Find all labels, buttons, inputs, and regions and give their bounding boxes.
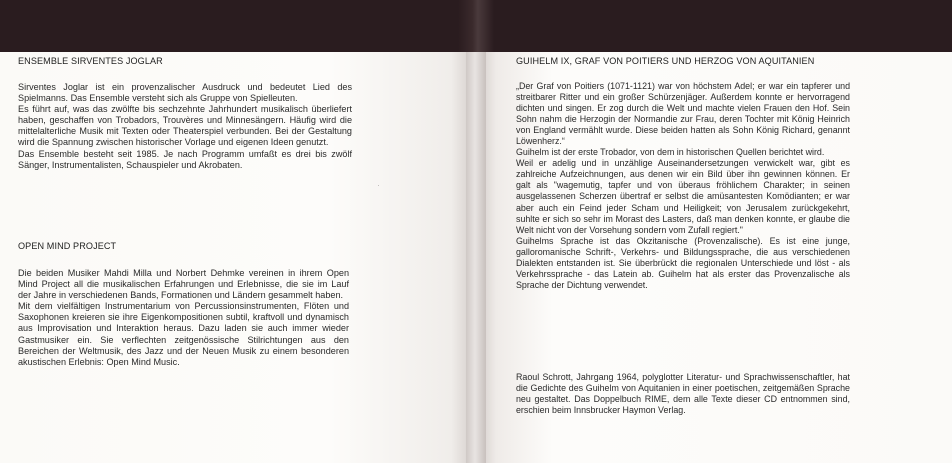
guihelm-heading: GUIHELM IX, GRAF VON POITIERS UND HERZOG VON AQUITANIEN (516, 56, 815, 66)
print-speck: · (377, 180, 380, 190)
open-mind-heading: OPEN MIND PROJECT (18, 241, 117, 251)
open-mind-paragraph: Die beiden Musiker Mahdi Milla und Norbert Dehmke vereinen in ihrem Open Mind Project all die musikalischen Erfahrungen und Erlebnisse, die sie im Lauf der Jahre in verschiedenen Bands, Formationen und Ländern gesammelt haben. (18, 268, 349, 301)
guihelm-paragraph: Weil er adelig und in unzählige Auseinandersetzungen verwickelt war, gibt es zahlreiche Aufzeichnungen, aus denen wir ein Bild über ihn gewinnen können. Er galt als "wagemutig, tapfer und von überaus fröhlichem Charakter; in seinen ausgelassenen Scherzen übertraf er selbst die amüsantesten Komödianten; er war aber auch ein Feind jeder Scham und Heiligkeit; von Jerusalem zurückgekehrt, suhlte er sich so sehr im Morast des Lasters, daß man denken konnte, er glaube die Welt nicht von der Vorsehung sondern vom Zufall regiert." (516, 158, 850, 235)
ensemble-paragraph: Es führt auf, was das zwölfte bis sechzehnte Jahrhundert musikalisch überliefert haben, geschaffen von Trobadors, Trouvères und Minnesängern. Häufig wird die mittelalterliche Musik mit Texten oder Theaterspiel verbunden. Bei der Gestaltung wird die Spannung zwischen historischer Vorlage und eigenen Ideen genutzt. (18, 104, 352, 148)
guihelm-paragraph: „Der Graf von Poitiers (1071-1121) war von höchstem Adel; er war ein tapferer und streitbarer Ritter und ein großer Schürzenjäger. Außerdem konnte er hervorragend dichten und singen. Er zog durch die Welt und machte vielen Frauen den Hof. Sein Sohn nahm die Herzogin der Normandie zur Frau, deren Tochter mit König Heinrich von England vermählt wurde. Diese beiden hatten als Sohn König Richard, genannt Löwenherz.“ (516, 81, 850, 147)
open-mind-paragraph: Mit dem vielfältigen Instrumentarium von Percussionsinstrumenten, Flöten und Saxophonen kreieren sie ihre Eigenkompositionen subtil, kraftvoll und dynamisch aus Improvisation und Interaktion heraus. Dazu laden sie auch immer wieder Gastmusiker ein. Sie verflechten zeitgenössische Stilrichtungen aus den Bereichen der Weltmusik, des Jazz und der Neuen Musik zu einem besonderen akustischen Erlebnis: Open Mind Music. (18, 301, 349, 367)
booklet-spine (466, 52, 486, 463)
guihelm-paragraph: Guihelm ist der erste Trobador, von dem in historischen Quellen berichtet wird. (516, 147, 825, 158)
guihelm-paragraph: Guihelms Sprache ist das Okzitanische (Provenzalische). Es ist eine junge, galloromanische Schrift-, Verkehrs- und Bildungssprache, die aus verschiedenen Dialekten entstanden ist. Sie überbrückt die regionalen Unterschiede und löst - als Verkehrssprache - das Latein ab. Guihelm hat als erster das Provenzalische als Sprache der Dichtung verwendet. (516, 235, 850, 290)
ensemble-paragraph: Sirventes Joglar ist ein provenzalischer Ausdruck und bedeutet Lied des Spielmanns. Das Ensemble versteht sich als Gruppe von Spielleuten. (18, 82, 352, 104)
credits-paragraph: Raoul Schrott, Jahrgang 1964, polyglotter Literatur- und Sprachwissenschaftler, hat die Gedichte des Guihelm von Aquitanien in einer poetischen, zeitgemäßen Sprache neu gestaltet. Das Doppelbuch RIME, dem alle Texte dieser CD entnommen sind, erschien beim Innsbrucker Haymon Verlag. (516, 372, 850, 416)
credits-text (516, 372, 850, 416)
dark-top-band (0, 0, 952, 52)
ensemble-paragraph: Das Ensemble besteht seit 1985. Je nach Programm umfaßt es drei bis zwölf Sänger, Instrumentalisten, Schauspieler und Akrobaten. (18, 148, 352, 170)
ensemble-text (18, 82, 352, 171)
band-gutter (458, 0, 494, 52)
ensemble-heading: ENSEMBLE SIRVENTES JOGLAR (18, 56, 163, 66)
guihelm-text (516, 81, 850, 291)
open-mind-text (18, 268, 349, 368)
